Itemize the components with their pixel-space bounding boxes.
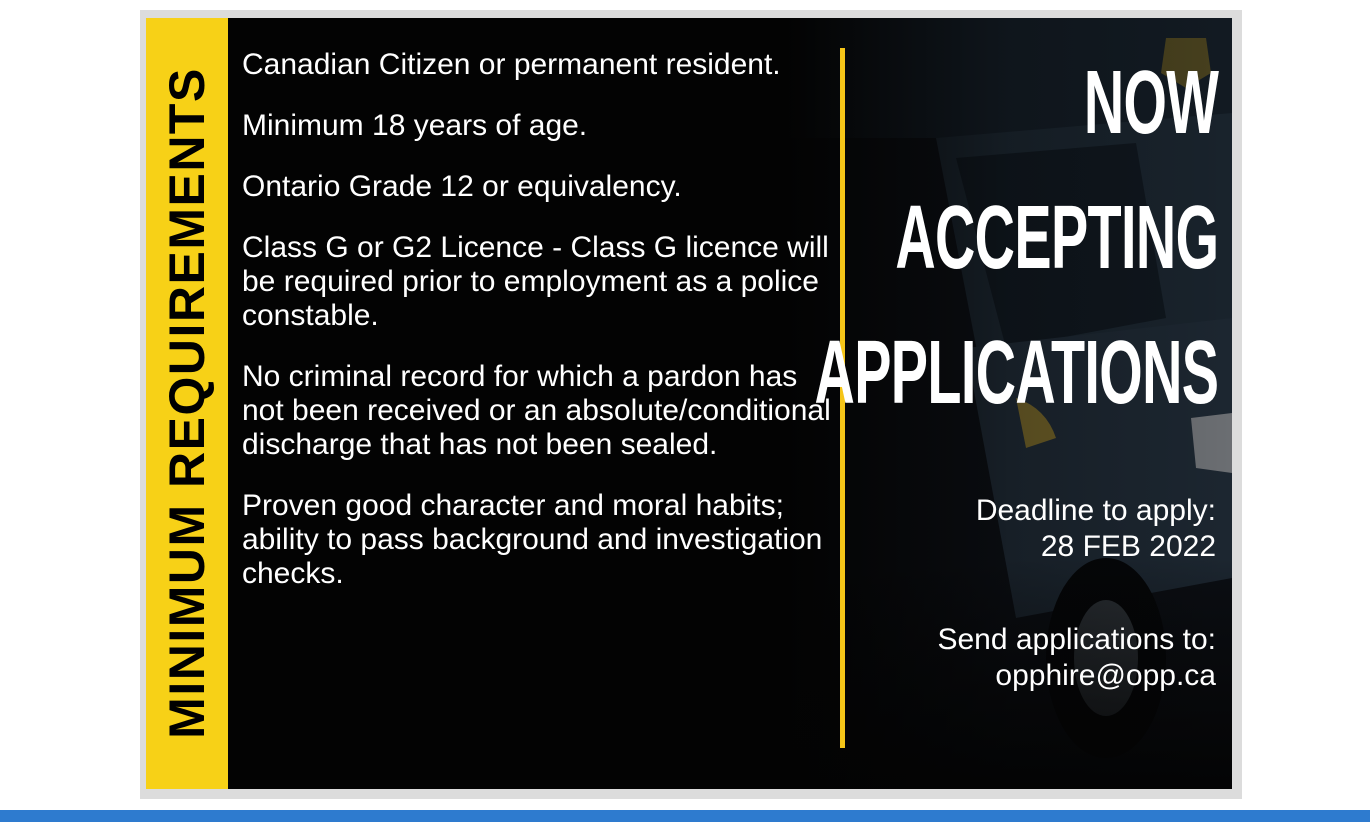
send-label: Send applications to:: [937, 623, 1216, 656]
requirement-item: Minimum 18 years of age.: [242, 109, 588, 142]
yellow-side-band: [146, 18, 228, 789]
headline-line: APPLICATIONS: [814, 323, 1218, 423]
headline: [567, 53, 1218, 463]
deadline-block: [976, 493, 1216, 565]
deadline-date: 28 FEB 2022: [1040, 530, 1216, 563]
headline-line: ACCEPTING: [894, 188, 1218, 288]
bottom-bar: [0, 810, 1370, 822]
send-block: [937, 622, 1216, 694]
headline-line: NOW: [1083, 53, 1218, 153]
requirement-item: Ontario Grade 12 or equivalency.: [242, 170, 682, 203]
send-email: opphire@opp.ca: [995, 659, 1216, 692]
deadline-label: Deadline to apply:: [975, 494, 1216, 527]
recruitment-poster: [146, 18, 1232, 789]
requirement-item: Proven good character and moral habits; ability to pass background and investigation checks.: [242, 489, 823, 590]
requirement-item: Canadian Citizen or permanent resident.: [242, 48, 781, 81]
vertical-title: MINIMUM REQUIREMENTS: [159, 67, 215, 739]
requirement-item: No criminal record for which a pardon has not been received or an absolute/conditional discharge that has not been sealed.: [242, 360, 831, 461]
requirement-item: Class G or G2 Licence - Class G licence will be required prior to employment as a police constable.: [242, 231, 829, 332]
